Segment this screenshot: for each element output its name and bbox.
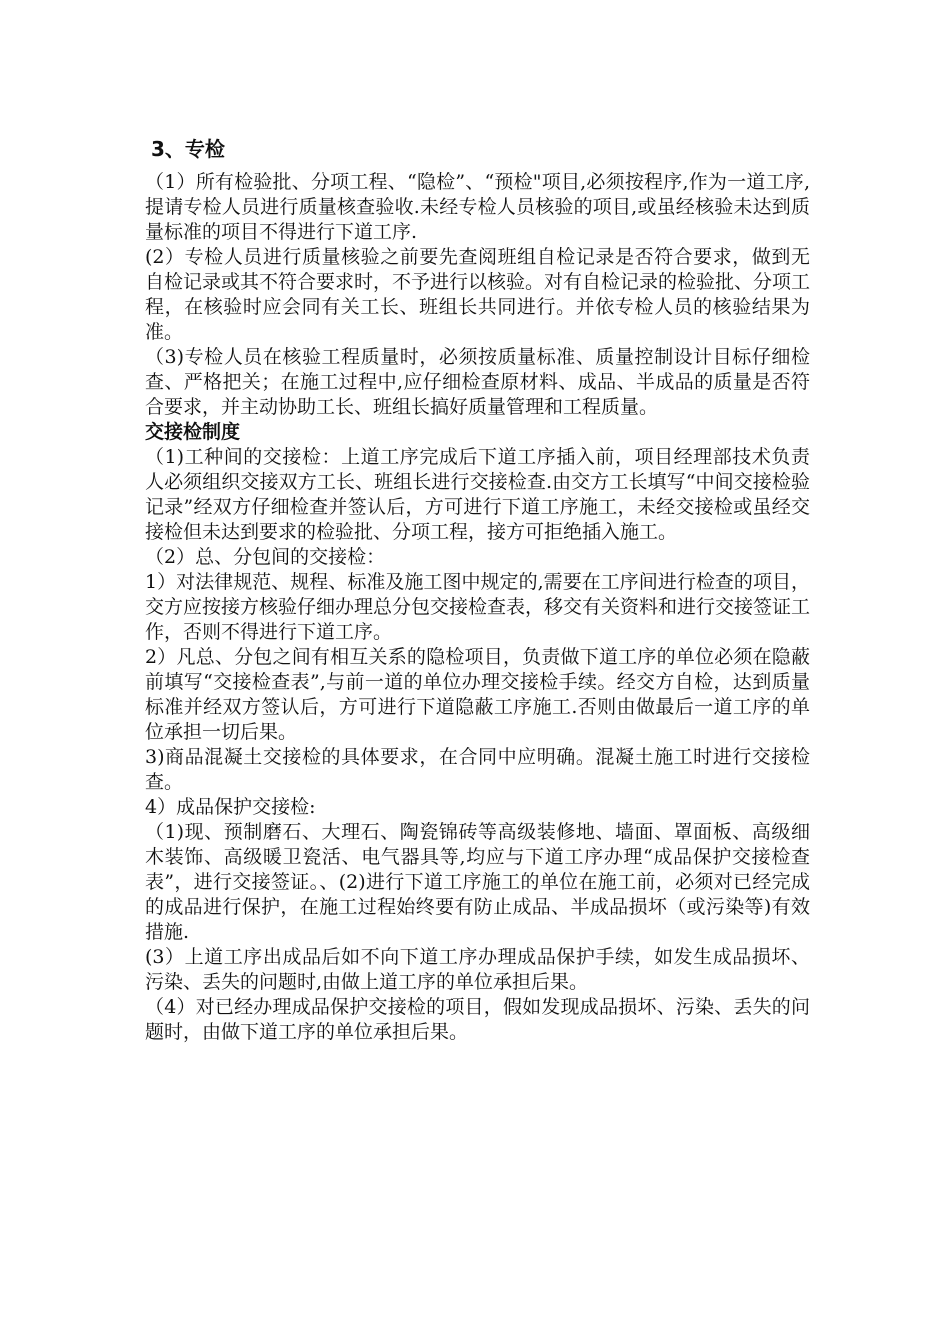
paragraph-4: （1)工种间的交接检：上道工序完成后下道工序插入前，项目经理部技术负责人必须组织交接双方工长、班组长进行交接检查.由交方工长填写“中间交接检验记录”经双方仔细检查并签认后，方可进行下道工序施工，未经交接检或虽经交接检但未达到要求的检验批、分项工程，接方可拒绝插入施工。 <box>145 446 810 543</box>
paragraph-6: 1）对法律规范、规程、标准及施工图中规定的,需要在工序间进行检查的项目，交方应按接方核验仔细办理总分包交接检查表，移交有关资料和进行交接签证工作，否则不得进行下道工序。 <box>145 571 811 643</box>
paragraph-11: (3）上道工序出成品后如不向下道工序办理成品保护手续，如发生成品损坏、污染、丢失的问题时,由做上道工序的单位承担后果。 <box>145 946 810 993</box>
paragraph-12: （4）对已经办理成品保护交接检的项目，假如发现成品损坏、污染、丢失的问题时，由做下道工序的单位承担后果。 <box>145 996 810 1043</box>
paragraph-1: （1）所有检验批、分项工程、“隐检”、“预检"项目,必须按程序,作为一道工序,提请专检人员进行质量核查验收.未经专检人员核验的项目,或虽经核验未达到质量标准的项目不得进行下道工序. <box>145 171 810 243</box>
paragraph-8: 3)商品混凝土交接检的具体要求，在合同中应明确。混凝土施工时进行交接检查。 <box>145 746 810 793</box>
paragraph-9: 4）成品保护交接检: <box>145 796 316 818</box>
paragraph-5: （2）总、分包间的交接检： <box>145 546 386 568</box>
paragraph-7: 2）凡总、分包之间有相互关系的隐检项目，负责做下道工序的单位必须在隐蔽前填写“交接检查表”,与前一道的单位办理交接检手续。经交方自检，达到质量标准并经双方签认后，方可进行下道隐蔽工序施工.否则由做最后一道工序的单位承担一切后果。 <box>145 646 810 743</box>
paragraph-3: （3)专检人员在核验工程质量时，必须按质量标准、质量控制设计目标仔细检查、严格把关；在施工过程中,应仔细检查原材料、成品、半成品的质量是否符合要求，并主动协助工长、班组长搞好质量管理和工程质量。 <box>145 346 810 418</box>
section-heading-handover-inspection: 交接检制度 <box>145 421 241 443</box>
section-heading-special-inspection: 3、专检 <box>151 137 225 161</box>
paragraph-2: (2）专检人员进行质量核验之前要先查阅班组自检记录是否符合要求，做到无自检记录或其不符合要求时，不予进行以核验。对有自检记录的检验批、分项工程，在核验时应会同有关工长、班组长共同进行。并依专检人员的核验结果为准。 <box>145 246 811 343</box>
document-body <box>145 132 810 1045</box>
paragraph-10: （1)现、预制磨石、大理石、陶瓷锦砖等高级装修地、墙面、罩面板、高级细木装饰、高级暖卫瓷活、电气器具等,均应与下道工序办理“成品保护交接检查表”，进行交接签证。、(2)进行下道工序施工的单位在施工前，必须对已经完成的成品进行保护，在施工过程始终要有防止成品、半成品损坏（或污染等)有效措施. <box>145 821 810 943</box>
